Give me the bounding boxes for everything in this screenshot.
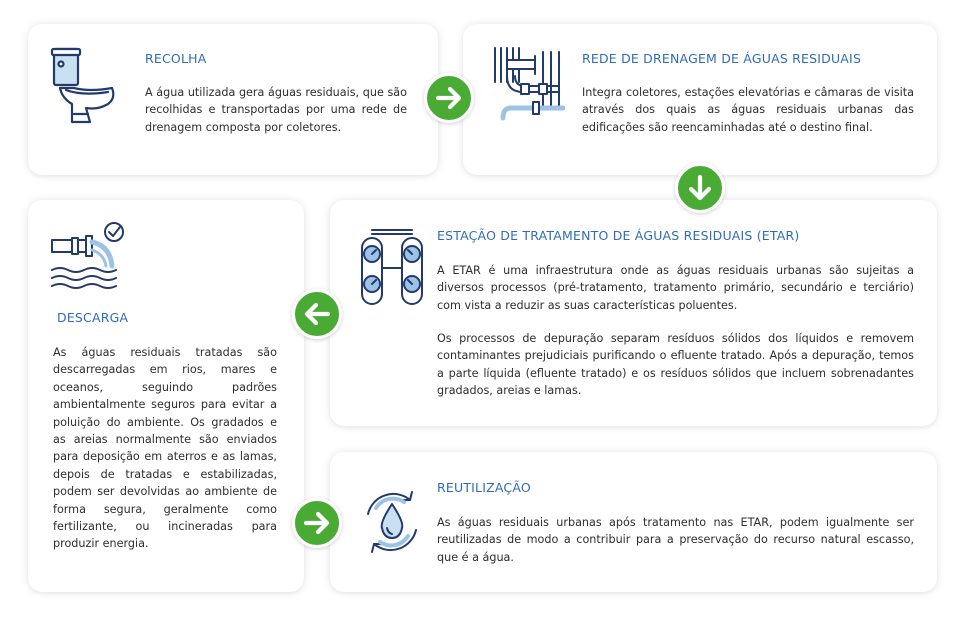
toilet-icon xyxy=(50,46,124,126)
treatment-gauges-icon xyxy=(360,228,424,306)
etar-card xyxy=(330,200,937,426)
arrow-right-descarga-to-reutilizacao xyxy=(292,498,342,548)
etar-title: ESTAÇÃO DE TRATAMENTO DE ÁGUAS RESIDUAIS (ETAR) xyxy=(437,228,800,243)
pipes-icon xyxy=(493,46,565,124)
rede-card xyxy=(463,24,937,175)
recolha-card xyxy=(28,24,438,175)
arrow-right-recolha-to-rede xyxy=(424,73,474,123)
arrow-left-icon xyxy=(295,292,339,336)
discharge-pipe-icon xyxy=(50,220,130,290)
descarga-title: DESCARGA xyxy=(57,310,129,325)
etar-text-1: A ETAR é uma infraestrutura onde as águas residuais urbanas são sujeitas a diversos processos (pré-tratamento, tratamento primário, secundário e terciário) com vista a reduzir as suas características poluentes. xyxy=(437,264,914,312)
arrow-down-rede-to-etar xyxy=(675,163,725,213)
descarga-card xyxy=(28,200,304,592)
reutilizacao-text: As águas residuais urbanas após tratamento nas ETAR, podem igualmente ser reutilizadas de modo a contribuir para a preservação do recurso natural escasso, que é a água. xyxy=(437,516,914,564)
reutilizacao-card xyxy=(330,452,937,592)
recolha-title: RECOLHA xyxy=(145,51,207,66)
arrow-right-icon xyxy=(295,501,339,545)
arrow-left-etar-to-descarga xyxy=(292,289,342,339)
rede-title: REDE DE DRENAGEM DE ÁGUAS RESIDUAIS xyxy=(582,51,862,66)
water-recycle-icon xyxy=(358,488,426,556)
arrow-right-icon xyxy=(427,76,471,120)
descarga-text: As águas residuais tratadas são descarregadas em rios, mares e oceanos, seguindo padrões ambientalmente seguros para evitar a poluição do ambiente. Os gradados e as areias normalmente são enviados para deposição em aterros e as lamas, depois de tratadas e estabilizadas, podem ser devolvidas ao ambiente de forma segura, geralmente como fertilizante, ou incineradas para produzir energia. xyxy=(53,346,277,551)
recolha-text: A água utilizada gera águas residuais, que são recolhidas e transportadas por uma rede de drenagem composta por coletores. xyxy=(145,86,407,134)
reutilizacao-title: REUTILIZAÇÃO xyxy=(437,480,531,495)
etar-text-2: Os processos de depuração separam resíduos sólidos dos líquidos e removem contaminantes prejudiciais purificando o efluente tratado. Após a depuração, temos a parte líquida (efluente tratado) e os resíduos sólidos que incluem sobrenadantes gradados, areias e lamas. xyxy=(437,332,914,398)
rede-text: Integra coletores, estações elevatórias e câmaras de visita através dos quais as águas residuais urbanas das edificações são reencaminhadas até o destino final. xyxy=(582,86,914,134)
arrow-down-icon xyxy=(678,166,722,210)
